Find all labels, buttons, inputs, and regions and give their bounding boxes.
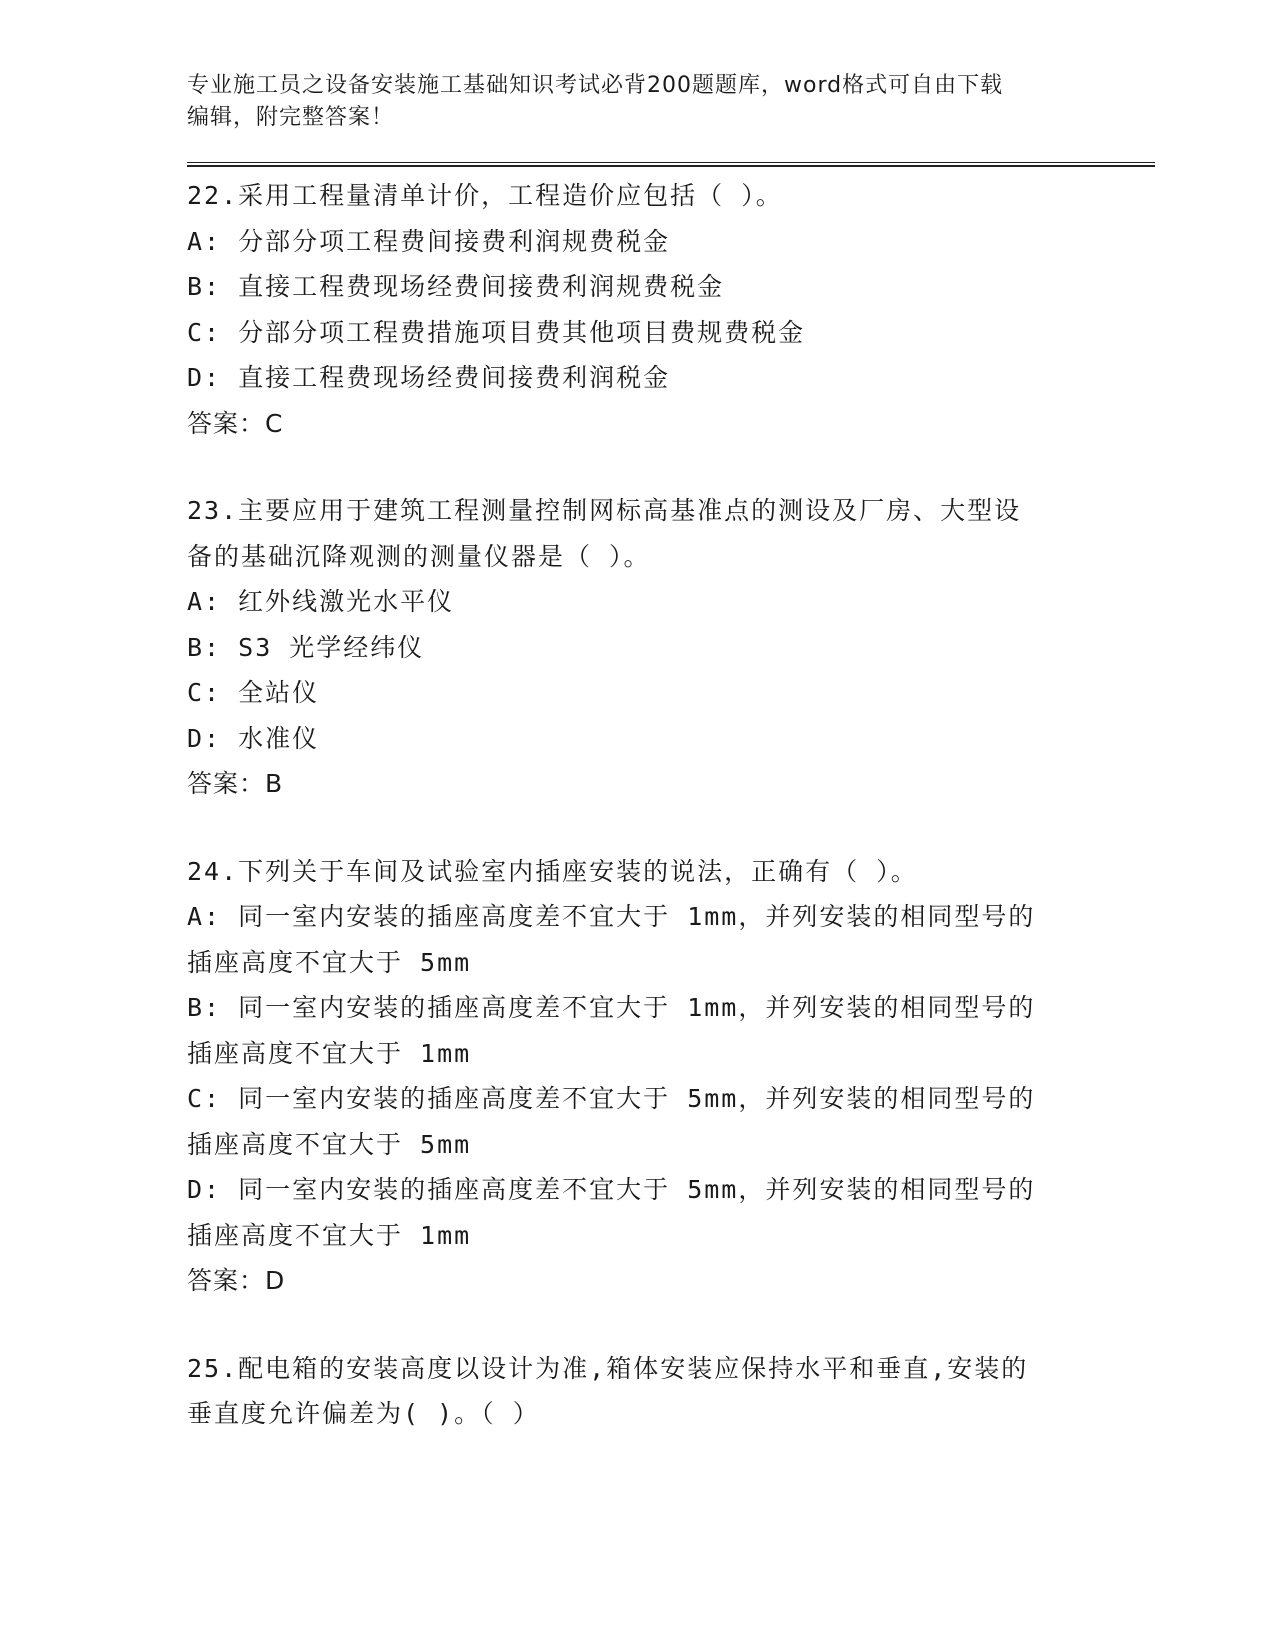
question-stem-line: 垂直度允许偏差为( )。（ ） [187,1399,540,1428]
option-c-continued: 插座高度不宜大于 5mm [187,1129,472,1159]
answer-text: 答案：D [187,1266,286,1295]
question-stem-line: 备的基础沉降观测的测量仪器是（ ）。 [187,541,651,571]
option-a: A: 红外线激光水平仪 [187,587,455,616]
option-a: A: 同一室内安装的插座高度差不宜大于 1mm，并列安装的相同型号的 [187,902,1036,931]
question-25 [187,1346,1147,1437]
option-a: A: 分部分项工程费间接费利润规费税金 [187,226,671,256]
option-b: B: S3 光学经纬仪 [187,632,425,662]
option-c: C: 分部分项工程费措施项目费其他项目费规费税金 [187,317,806,347]
question-stem-line: 22.采用工程量清单计价，工程造价应包括（ ）。 [187,181,783,210]
header-line-1: 专业施工员之设备安装施工基础知识考试必背200题题库，word格式可自由下载 [187,73,1004,98]
question-24 [187,849,1147,1304]
option-d: D: 直接工程费现场经费间接费利润税金 [187,363,671,392]
header-divider [187,162,1155,167]
header-line-2: 编辑，附完整答案！ [187,105,395,130]
question-stem-line: 25.配电箱的安装高度以设计为准,箱体安装应保持水平和垂直,安装的 [187,1353,1029,1383]
option-b: B: 直接工程费现场经费间接费利润规费税金 [187,272,725,301]
document-page [187,70,1147,1479]
option-d: D: 同一室内安装的插座高度差不宜大于 5mm，并列安装的相同型号的 [187,1175,1036,1204]
question-22 [187,173,1147,446]
option-c: C: 同一室内安装的插座高度差不宜大于 5mm，并列安装的相同型号的 [187,1084,1036,1113]
question-stem-line: 23.主要应用于建筑工程测量控制网标高基准点的测设及厂房、大型设 [187,496,1022,525]
option-d: D: 水准仪 [187,723,320,753]
option-c: C: 全站仪 [187,678,320,707]
option-b-continued: 插座高度不宜大于 1mm [187,1038,472,1068]
question-stem-line: 24.下列关于车间及试验室内插座安装的说法，正确有（ ）。 [187,856,918,886]
option-b: B: 同一室内安装的插座高度差不宜大于 1mm，并列安装的相同型号的 [187,993,1036,1022]
question-23 [187,488,1147,807]
question-list [187,173,1147,1437]
answer-text: 答案：B [187,769,284,798]
option-a-continued: 插座高度不宜大于 5mm [187,947,472,977]
document-header [187,70,1067,134]
answer-text: 答案：C [187,408,284,438]
option-d-continued: 插座高度不宜大于 1mm [187,1220,472,1250]
